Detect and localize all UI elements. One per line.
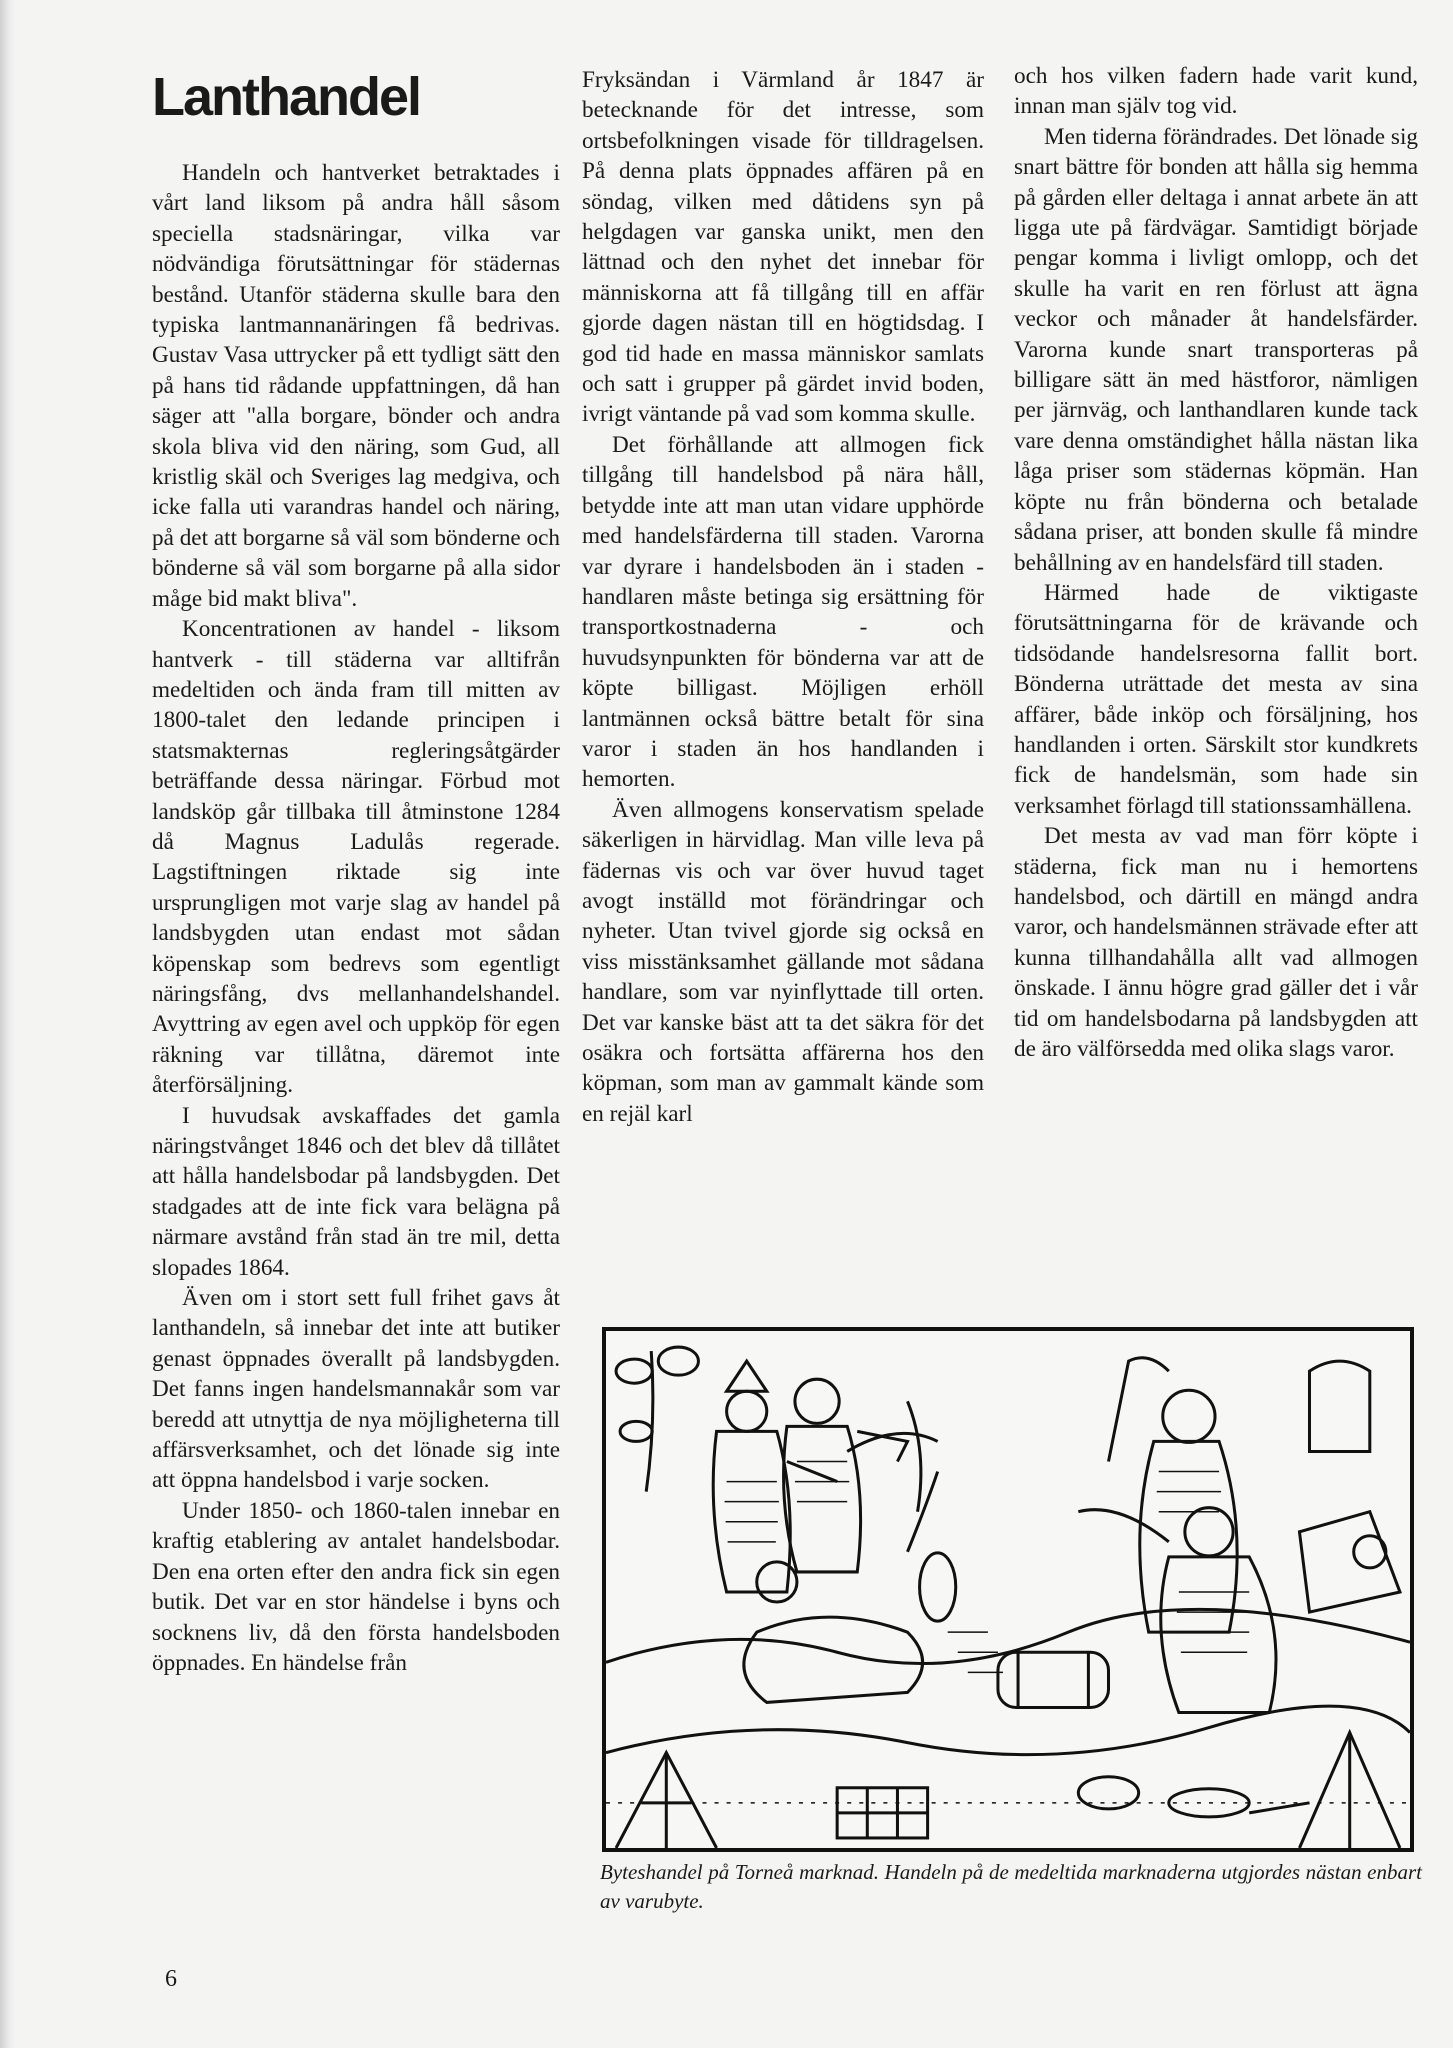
paragraph: Koncentrationen av handel - liksom hantverk - till städerna var alltifrån medeltiden och ända fram till mitten av 1800-talet den ledande principen i statsmakternas regleringsåtgärder beträffande dessa näringar. Förbud mot landsköp går tillbaka till åtminstone 1284 då Magnus Ladulås regerade. Lagstiftningen riktade sig inte ursprungligen mot varje slag av handel på landsbygden utan endast mot sådan köpenskap som bedrevs som egentligt näringsfång, dvs mellanhandelshandel. Avyttring av egen avel och uppköp för egen räkning var tillåtna, däremot inte återförsäljning. bbox=[152, 616, 560, 1099]
paragraph: Även om i stort sett full frihet gavs åt lanthandeln, så innebar det inte att butiker genast öppnades överallt på landsbygden. Det fanns ingen handelsmannakår som var beredd att utnyttja de nya möjligheterna till affärsverksamhet, och det lönade sig inte att öppna handelsbod i varje socken. bbox=[152, 1285, 560, 1494]
text-column-left bbox=[152, 158, 560, 1678]
woodcut-drawing bbox=[606, 1331, 1410, 1848]
paragraph: Men tiderna förändrades. Det lönade sig snart bättre för bonden att hålla sig hemma på gården eller deltaga i annat arbete än att ligga ute på färdvägar. Samtidigt började pengar komma i livligt omlopp, och det skulle ha varit en ren förlust att ägna veckor och månader åt handelsfärder. Varorna kunde snart transporteras på billigare sätt än med hästforor, nämligen per järnväg, och lanthandlaren kunde tack vare denna omständighet hålla nästan lika låga priser som städernas köpmän. Han köpte nu från bönderna och betalade sådana priser, att bonden skulle få mindre behållning av en handelsfärd till staden. bbox=[1014, 123, 1418, 576]
page-edge-shadow bbox=[0, 0, 16, 2048]
paragraph: Det förhållande att allmogen fick tillgång till handelsbod på nära håll, betydde inte att man utan vidare upphörde med handelsfärderna till staden. Varorna var dyrare i handelsboden än i staden - handlaren måste betinga sig ersättning för transportkostnaderna - och huvudsynpunkten för bönderna var att de köpte billigast. Möjligen erhöll lantmännen också bättre betalt för sina varor i staden än hos handlanden i hemorten. bbox=[582, 431, 984, 793]
text-column-right bbox=[1014, 61, 1418, 1064]
paragraph: Det mesta av vad man förr köpte i städerna, fick man nu i hemortens handelsbod, och därtill en mängd andra varor, och handelsmännen strävade efter att kunna tillhandahålla allt vad allmogen önskade. I ännu högre grad gäller det i vår tid om handelsbodarna på landsbygden att de äro välförsedda med olika slags varor. bbox=[1014, 823, 1418, 1062]
paragraph: I huvudsak avskaffades det gamla näringstvånget 1846 och det blev då tillåtet att hålla handelsbodar på landsbygden. Det stadgades att de inte fick vara belägna på närmare avstånd från stad än tre mil, detta slopades 1864. bbox=[152, 1102, 560, 1281]
paragraph: Under 1850- och 1860-talen innebar en kraftig etablering av antalet handelsbodar. Den ena orten efter den andra fick sin egen butik. Det var en stor händelse i byns och socknens liv, då den första handelsboden öppnades. En händelse från bbox=[152, 1497, 560, 1676]
text-column-middle bbox=[582, 65, 984, 1129]
paragraph: Härmed hade de viktigaste förutsättningarna för de krävande och tidsödande handelsresorna fallit bort. Bönderna uträttade det mesta av sina affärer, både inköp och försäljning, hos handlanden i orten. Särskilt stor kundkrets fick de handelsmän, som hade sin verksamhet förlagd till stationssamhällena. bbox=[1014, 579, 1418, 819]
paragraph: och hos vilken fadern hade varit kund, innan man själv tog vid. bbox=[1014, 63, 1418, 120]
paragraph: Även allmogens konservatism spelade säkerligen in härvidlag. Man ville leva på fädernas vis och var över huvud taget avogt inställd mot förändringar och nyheter. Utan tvivel gjorde sig också en viss misstänksamhet gällande mot sådana handlare, som var nyinflyttade till orten. Det var kanske bäst att ta det säkra för det osäkra och fortsätta affärerna hos den köpman, som man av gammalt kände som en rejäl karl bbox=[582, 796, 984, 1127]
article-title: Lanthandel bbox=[152, 67, 421, 127]
woodcut-illustration-icon bbox=[602, 1327, 1414, 1852]
page-number: 6 bbox=[165, 1966, 177, 1992]
paragraph: Fryksändan i Värmland år 1847 är betecknande för det intresse, som ortsbefolkningen visade för tilldragelsen. På denna plats öppnades affären på en söndag, vilken med dåtidens syn på helgdagen var ganska unikt, men den lättnad och den nyhet det innebar för människorna att få tillgång till en affär gjorde dagen nästan till en högtidsdag. I god tid hade en massa människor samlats och satt i grupper på gärdet invid boden, ivrigt väntande på vad som komma skulle. bbox=[582, 67, 984, 428]
figure-caption: Byteshandel på Torneå marknad. Handeln på de medeltida marknaderna utgjordes nästan enbart av varubyte. bbox=[600, 1860, 1422, 1913]
paragraph: Handeln och hantverket betraktades i vårt land liksom på andra håll såsom speciella stadsnäringar, vilka var nödvändiga förutsättningar för städernas bestånd. Utanför städerna skulle bara den typiska lantmannanäringen få bedrivas. Gustav Vasa uttrycker på ett tydligt sätt den på hans tid rådande uppfattningen, då han säger att "alla borgare, bönder och andra skola bliva vid den näring, som Gud, all kristlig skäl och Sveriges lag medgiva, och icke falla uti varandras handel och näring, på det att borgarne så väl som bönderne och bönderne så väl som borgarne på alla sidor måge bid makt bliva". bbox=[152, 160, 560, 612]
